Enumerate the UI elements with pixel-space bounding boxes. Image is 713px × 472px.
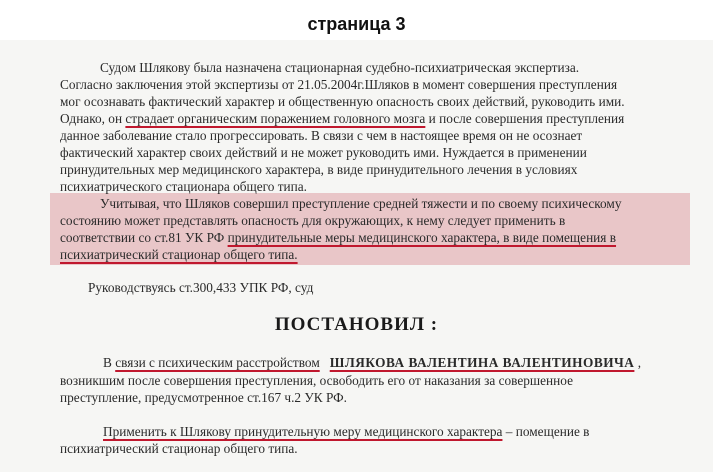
ruling1-line-2: возникшим после совершения преступления, освободить его от наказания за совершенное	[60, 373, 573, 388]
para1-line-8: психиатрического стационара общего типа.	[60, 179, 308, 194]
para1-line-4-end: и после совершения преступления	[425, 111, 625, 126]
underlined-disorder: связи с психическим расстройством	[115, 355, 320, 370]
ruling2-line-1	[103, 424, 589, 440]
underlined-measures: принудительные меры медицинского характера, в виде помещения в	[227, 230, 617, 245]
para1-line-1: Судом Шлякову была назначена стационарная судебно-психиатрическая экспертиза.	[100, 60, 580, 75]
underlined-diagnosis: страдает органическим поражением головного мозга	[125, 111, 426, 126]
para1-line-6: фактический характер своих действий и не может руководить ими. Нуждается в применении	[60, 145, 587, 160]
guided-by-line: Руководствуясь ст.300,433 УПК РФ, суд	[88, 280, 314, 295]
para1-line-2: Согласно заключения этой экспертизы от 21.05.2004г.Шляков в момент совершения преступления	[60, 77, 618, 92]
ruling2-line-2: психиатрический стационар общего типа.	[60, 441, 298, 456]
para1-line-4	[60, 111, 624, 127]
underlined-apply-measure: Применить к Шлякову принудительную меру медицинского характера	[103, 424, 503, 439]
para2-line-3	[60, 230, 616, 246]
para1-line-5: данное заболевание стало прогрессировать. В связи с чем в настоящее время он не осознает	[60, 128, 583, 143]
ruling1-line-1-end: ,	[634, 355, 642, 370]
para1-line-3: мог осознавать фактический характер и общественную опасность своих действий, руководить ими.	[60, 94, 625, 109]
ruling-heading: ПОСТАНОВИЛ :	[274, 314, 439, 335]
ruling1-line-1-start: В	[103, 355, 116, 370]
defendant-name: ШЛЯКОВА ВАЛЕНТИНА ВАЛЕНТИНОВИЧА	[329, 355, 635, 370]
ruling2-line-1-end: – помещение в	[502, 424, 590, 439]
para1-line-4-start: Однако, он	[60, 111, 126, 126]
para2-line-4	[60, 247, 298, 263]
ruling1-line-1	[103, 355, 641, 371]
para2-line-2: состоянию может представлять опасность для окружающих, к нему следует применить в	[60, 213, 566, 228]
para2-line-3-start: соответствии со ст.81 УК РФ	[60, 230, 228, 245]
para1-line-7: принудительных мер медицинского характера, в виде принудительного лечения в условиях	[60, 162, 578, 177]
underlined-hospital: психиатрический стационар общего типа.	[60, 247, 298, 262]
ruling1-line-3: преступление, предусмотренное ст.167 ч.2 УК РФ.	[60, 390, 347, 405]
para2-line-1: Учитывая, что Шляков совершил преступление средней тяжести и по своему психическому	[100, 196, 622, 211]
page-label: страница 3	[307, 14, 406, 34]
